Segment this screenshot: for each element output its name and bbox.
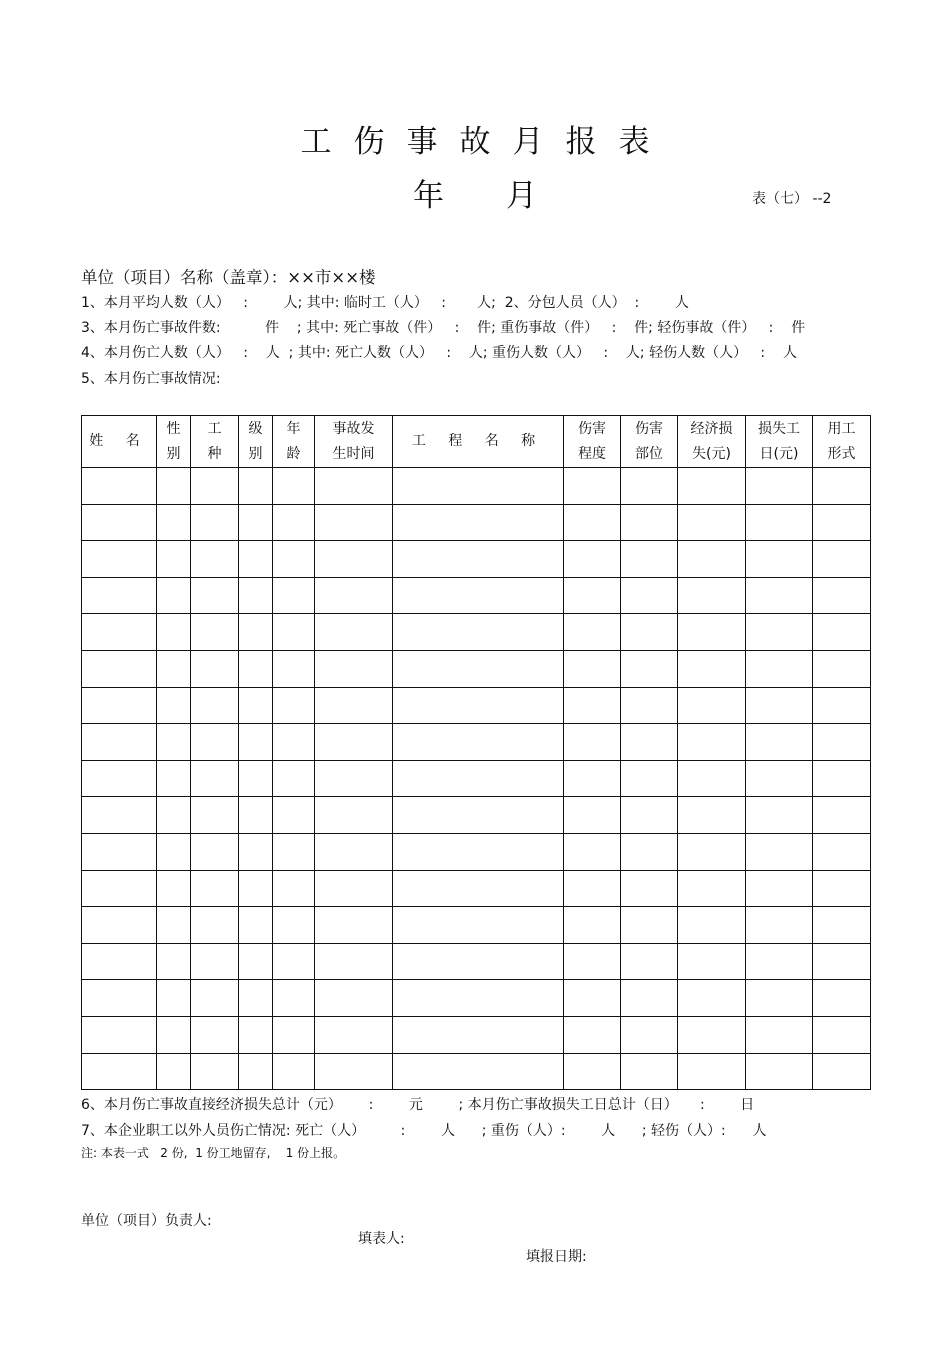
table-cell[interactable] xyxy=(813,833,871,870)
header-accident-time: 事故发 生时间 xyxy=(315,416,393,468)
table-cell[interactable] xyxy=(564,943,621,980)
table-cell[interactable] xyxy=(239,1016,273,1053)
table-cell[interactable] xyxy=(191,1053,239,1090)
signature-row xyxy=(81,1194,587,1266)
month-label: 月 xyxy=(506,178,537,214)
table-row xyxy=(82,980,871,1017)
header-project-name: 工 程 名 称 xyxy=(393,416,564,468)
table-cell[interactable] xyxy=(239,614,273,651)
table-cell[interactable] xyxy=(678,1053,746,1090)
table-cell[interactable] xyxy=(621,833,678,870)
table-row xyxy=(82,797,871,834)
table-cell[interactable] xyxy=(621,468,678,505)
table-cell[interactable] xyxy=(191,468,239,505)
table-cell[interactable] xyxy=(564,724,621,761)
table-cell[interactable] xyxy=(157,1053,191,1090)
fill-date-label: 填报日期: xyxy=(526,1249,587,1265)
table-cell[interactable] xyxy=(82,870,157,907)
table-cell[interactable] xyxy=(191,724,239,761)
table-cell[interactable] xyxy=(157,650,191,687)
table-cell[interactable] xyxy=(746,980,813,1017)
table-cell[interactable] xyxy=(678,541,746,578)
table-cell[interactable] xyxy=(746,943,813,980)
table-row xyxy=(82,687,871,724)
table-cell[interactable] xyxy=(621,650,678,687)
table-cell[interactable] xyxy=(746,577,813,614)
table-cell[interactable] xyxy=(621,943,678,980)
table-cell[interactable] xyxy=(82,541,157,578)
table-cell[interactable] xyxy=(239,907,273,944)
table-cell[interactable] xyxy=(621,577,678,614)
table-cell[interactable] xyxy=(157,943,191,980)
table-row xyxy=(82,504,871,541)
table-cell[interactable] xyxy=(315,577,393,614)
table-cell[interactable] xyxy=(678,504,746,541)
table-cell[interactable] xyxy=(746,541,813,578)
table-cell[interactable] xyxy=(239,577,273,614)
table-cell[interactable] xyxy=(813,687,871,724)
table-cell[interactable] xyxy=(393,943,564,980)
table-cell[interactable] xyxy=(273,1016,315,1053)
header-age: 年 龄 xyxy=(273,416,315,468)
header-lost-workdays: 损失工 日(元) xyxy=(746,416,813,468)
table-cell[interactable] xyxy=(239,504,273,541)
table-cell[interactable] xyxy=(315,833,393,870)
table-cell[interactable] xyxy=(315,797,393,834)
table-cell[interactable] xyxy=(273,1053,315,1090)
table-cell[interactable] xyxy=(746,468,813,505)
table-cell[interactable] xyxy=(273,943,315,980)
table-cell[interactable] xyxy=(678,797,746,834)
table-cell[interactable] xyxy=(157,980,191,1017)
table-cell[interactable] xyxy=(678,650,746,687)
table-cell[interactable] xyxy=(621,760,678,797)
table-cell[interactable] xyxy=(813,1016,871,1053)
table-cell[interactable] xyxy=(191,943,239,980)
table-cell[interactable] xyxy=(315,614,393,651)
table-cell[interactable] xyxy=(621,504,678,541)
table-cell[interactable] xyxy=(315,870,393,907)
table-row xyxy=(82,907,871,944)
accident-count-line: 3、本月伤亡事故件数: 件 ; 其中: 死亡事故（件） : 件; 重伤事故（件） : 件; 轻伤事故（件） : 件 xyxy=(81,320,806,336)
header-injury-part: 伤害 部位 xyxy=(621,416,678,468)
table-row xyxy=(82,833,871,870)
table-cell[interactable] xyxy=(746,833,813,870)
table-cell[interactable] xyxy=(564,650,621,687)
table-cell[interactable] xyxy=(393,907,564,944)
table-cell[interactable] xyxy=(393,1053,564,1090)
table-cell[interactable] xyxy=(273,687,315,724)
table-cell[interactable] xyxy=(393,1016,564,1053)
table-cell[interactable] xyxy=(678,760,746,797)
table-cell[interactable] xyxy=(82,1016,157,1053)
table-cell[interactable] xyxy=(393,468,564,505)
table-cell[interactable] xyxy=(813,943,871,980)
table-cell[interactable] xyxy=(82,907,157,944)
table-cell[interactable] xyxy=(273,504,315,541)
table-cell[interactable] xyxy=(746,650,813,687)
table-cell[interactable] xyxy=(157,504,191,541)
table-cell[interactable] xyxy=(813,541,871,578)
table-cell[interactable] xyxy=(315,980,393,1017)
header-employment-type: 用工 形式 xyxy=(813,416,871,468)
table-cell[interactable] xyxy=(678,907,746,944)
table-cell[interactable] xyxy=(813,1053,871,1090)
table-cell[interactable] xyxy=(191,833,239,870)
table-cell[interactable] xyxy=(621,1016,678,1053)
table-cell[interactable] xyxy=(678,870,746,907)
year-label: 年 xyxy=(413,178,444,214)
table-cell[interactable] xyxy=(315,907,393,944)
table-cell[interactable] xyxy=(813,468,871,505)
table-cell[interactable] xyxy=(82,943,157,980)
table-cell[interactable] xyxy=(315,760,393,797)
table-cell[interactable] xyxy=(315,943,393,980)
table-cell[interactable] xyxy=(315,687,393,724)
table-row xyxy=(82,614,871,651)
table-cell[interactable] xyxy=(239,541,273,578)
table-cell[interactable] xyxy=(564,541,621,578)
table-cell[interactable] xyxy=(678,687,746,724)
table-row xyxy=(82,650,871,687)
total-loss-line: 6、本月伤亡事故直接经济损失总计（元） : 元 ; 本月伤亡事故损失工日总计（日） : 日 xyxy=(81,1097,755,1113)
table-cell[interactable] xyxy=(191,541,239,578)
table-cell[interactable] xyxy=(813,614,871,651)
table-cell[interactable] xyxy=(239,943,273,980)
table-cell[interactable] xyxy=(813,650,871,687)
table-cell[interactable] xyxy=(621,724,678,761)
table-cell[interactable] xyxy=(82,577,157,614)
table-cell[interactable] xyxy=(813,907,871,944)
table-cell[interactable] xyxy=(157,577,191,614)
table-header-row xyxy=(82,416,871,468)
table-row xyxy=(82,870,871,907)
table-cell[interactable] xyxy=(393,614,564,651)
table-cell[interactable] xyxy=(393,870,564,907)
table-cell[interactable] xyxy=(82,1053,157,1090)
table-cell[interactable] xyxy=(157,614,191,651)
table-cell[interactable] xyxy=(564,760,621,797)
table-cell[interactable] xyxy=(746,687,813,724)
table-cell[interactable] xyxy=(157,760,191,797)
table-cell[interactable] xyxy=(813,504,871,541)
table-cell[interactable] xyxy=(239,468,273,505)
table-cell[interactable] xyxy=(191,650,239,687)
table-cell[interactable] xyxy=(746,797,813,834)
external-casualty-line: 7、本企业职工以外人员伤亡情况: 死亡（人） : 人 ; 重伤（人）: 人 ; 轻伤（人）: 人 xyxy=(81,1123,767,1139)
table-cell[interactable] xyxy=(82,797,157,834)
header-grade: 级 别 xyxy=(239,416,273,468)
table-cell[interactable] xyxy=(678,577,746,614)
table-cell[interactable] xyxy=(157,870,191,907)
table-cell[interactable] xyxy=(746,760,813,797)
table-cell[interactable] xyxy=(393,760,564,797)
table-cell[interactable] xyxy=(82,760,157,797)
table-cell[interactable] xyxy=(82,980,157,1017)
table-cell[interactable] xyxy=(746,1053,813,1090)
table-cell[interactable] xyxy=(239,833,273,870)
table-cell[interactable] xyxy=(678,980,746,1017)
table-cell[interactable] xyxy=(813,870,871,907)
table-row xyxy=(82,468,871,505)
table-cell[interactable] xyxy=(273,870,315,907)
header-job-type: 工 种 xyxy=(191,416,239,468)
table-cell[interactable] xyxy=(82,833,157,870)
table-row xyxy=(82,1016,871,1053)
table-cell[interactable] xyxy=(157,907,191,944)
table-cell[interactable] xyxy=(191,687,239,724)
responsible-person-label: 单位（项目）负责人: xyxy=(81,1213,212,1229)
accident-details-heading: 5、本月伤亡事故情况: xyxy=(81,371,221,387)
table-cell[interactable] xyxy=(564,614,621,651)
table-cell[interactable] xyxy=(564,907,621,944)
table-cell[interactable] xyxy=(621,614,678,651)
table-cell[interactable] xyxy=(273,468,315,505)
table-cell[interactable] xyxy=(746,724,813,761)
table-cell[interactable] xyxy=(621,541,678,578)
table-cell[interactable] xyxy=(157,724,191,761)
table-cell[interactable] xyxy=(315,504,393,541)
table-cell[interactable] xyxy=(82,468,157,505)
table-cell[interactable] xyxy=(393,541,564,578)
table-cell[interactable] xyxy=(746,614,813,651)
table-cell[interactable] xyxy=(393,650,564,687)
table-cell[interactable] xyxy=(273,760,315,797)
form-note: 注: 本表一式 2 份, 1 份工地留存, 1 份上报。 xyxy=(81,1146,346,1160)
table-cell[interactable] xyxy=(813,724,871,761)
table-cell[interactable] xyxy=(273,980,315,1017)
header-gender: 性 别 xyxy=(157,416,191,468)
form-code: 表（七） --2 xyxy=(752,191,832,207)
table-cell[interactable] xyxy=(82,650,157,687)
table-cell[interactable] xyxy=(678,614,746,651)
table-cell[interactable] xyxy=(239,870,273,907)
table-cell[interactable] xyxy=(82,504,157,541)
table-cell[interactable] xyxy=(157,468,191,505)
table-cell[interactable] xyxy=(564,1053,621,1090)
table-cell[interactable] xyxy=(564,1016,621,1053)
table-cell[interactable] xyxy=(813,980,871,1017)
table-row xyxy=(82,541,871,578)
table-cell[interactable] xyxy=(82,724,157,761)
table-row xyxy=(82,577,871,614)
table-cell[interactable] xyxy=(191,870,239,907)
table-cell[interactable] xyxy=(678,724,746,761)
table-cell[interactable] xyxy=(157,797,191,834)
table-cell[interactable] xyxy=(315,1053,393,1090)
table-cell[interactable] xyxy=(273,833,315,870)
table-cell[interactable] xyxy=(678,833,746,870)
table-cell[interactable] xyxy=(621,1053,678,1090)
table-cell[interactable] xyxy=(239,1053,273,1090)
table-cell[interactable] xyxy=(813,797,871,834)
table-cell[interactable] xyxy=(273,907,315,944)
table-cell[interactable] xyxy=(157,541,191,578)
table-cell[interactable] xyxy=(621,980,678,1017)
table-cell[interactable] xyxy=(393,687,564,724)
table-cell[interactable] xyxy=(273,541,315,578)
table-cell[interactable] xyxy=(621,870,678,907)
table-cell[interactable] xyxy=(239,797,273,834)
unit-name-line: 单位（项目）名称（盖章）：××市××楼 xyxy=(81,268,376,287)
table-cell[interactable] xyxy=(564,468,621,505)
table-cell[interactable] xyxy=(564,687,621,724)
table-row xyxy=(82,760,871,797)
table-cell[interactable] xyxy=(191,504,239,541)
table-cell[interactable] xyxy=(393,724,564,761)
table-cell[interactable] xyxy=(191,1016,239,1053)
table-cell[interactable] xyxy=(157,833,191,870)
table-cell[interactable] xyxy=(621,687,678,724)
table-row xyxy=(82,724,871,761)
table-cell[interactable] xyxy=(239,687,273,724)
table-cell[interactable] xyxy=(564,833,621,870)
table-cell[interactable] xyxy=(564,870,621,907)
table-cell[interactable] xyxy=(273,650,315,687)
header-injury-degree: 伤害 程度 xyxy=(564,416,621,468)
table-cell[interactable] xyxy=(239,724,273,761)
report-title: 工伤事故月报表 xyxy=(300,124,672,160)
table-cell[interactable] xyxy=(746,907,813,944)
table-row xyxy=(82,943,871,980)
table-cell[interactable] xyxy=(239,650,273,687)
table-cell[interactable] xyxy=(813,577,871,614)
table-cell[interactable] xyxy=(678,943,746,980)
table-cell[interactable] xyxy=(393,504,564,541)
header-name: 姓 名 xyxy=(82,416,157,468)
table-cell[interactable] xyxy=(746,870,813,907)
table-cell[interactable] xyxy=(315,1016,393,1053)
table-cell[interactable] xyxy=(564,577,621,614)
header-economic-loss: 经济损 失(元) xyxy=(678,416,746,468)
filler-label: 填表人: xyxy=(358,1231,405,1247)
table-cell[interactable] xyxy=(82,687,157,724)
table-cell[interactable] xyxy=(315,541,393,578)
casualty-count-line: 4、本月伤亡人数（人） : 人 ; 其中: 死亡人数（人） : 人; 重伤人数（人） : 人; 轻伤人数（人） : 人 xyxy=(81,345,797,361)
accident-table xyxy=(81,415,871,1090)
table-cell[interactable] xyxy=(157,687,191,724)
table-cell[interactable] xyxy=(678,1016,746,1053)
table-cell[interactable] xyxy=(621,797,678,834)
table-cell[interactable] xyxy=(315,468,393,505)
table-cell[interactable] xyxy=(564,504,621,541)
table-cell[interactable] xyxy=(191,760,239,797)
table-cell[interactable] xyxy=(678,468,746,505)
table-cell[interactable] xyxy=(746,504,813,541)
table-cell[interactable] xyxy=(191,980,239,1017)
table-cell[interactable] xyxy=(564,797,621,834)
table-cell[interactable] xyxy=(191,577,239,614)
table-cell[interactable] xyxy=(273,577,315,614)
table-cell[interactable] xyxy=(273,614,315,651)
table-cell[interactable] xyxy=(621,907,678,944)
table-cell[interactable] xyxy=(813,760,871,797)
average-headcount-line: 1、本月平均人数（人） : 人; 其中: 临时工（人） : 人; 2、分包人员（人） : 人 xyxy=(81,295,689,311)
table-cell[interactable] xyxy=(746,1016,813,1053)
table-cell[interactable] xyxy=(393,797,564,834)
table-cell[interactable] xyxy=(157,1016,191,1053)
table-cell[interactable] xyxy=(273,797,315,834)
table-cell[interactable] xyxy=(393,833,564,870)
table-cell[interactable] xyxy=(191,907,239,944)
table-cell[interactable] xyxy=(315,724,393,761)
table-row xyxy=(82,1053,871,1090)
table-cell[interactable] xyxy=(82,614,157,651)
table-cell[interactable] xyxy=(315,650,393,687)
table-cell[interactable] xyxy=(239,760,273,797)
table-cell[interactable] xyxy=(191,797,239,834)
table-cell[interactable] xyxy=(393,980,564,1017)
table-cell[interactable] xyxy=(273,724,315,761)
table-cell[interactable] xyxy=(393,577,564,614)
table-cell[interactable] xyxy=(239,980,273,1017)
table-cell[interactable] xyxy=(564,980,621,1017)
table-cell[interactable] xyxy=(191,614,239,651)
